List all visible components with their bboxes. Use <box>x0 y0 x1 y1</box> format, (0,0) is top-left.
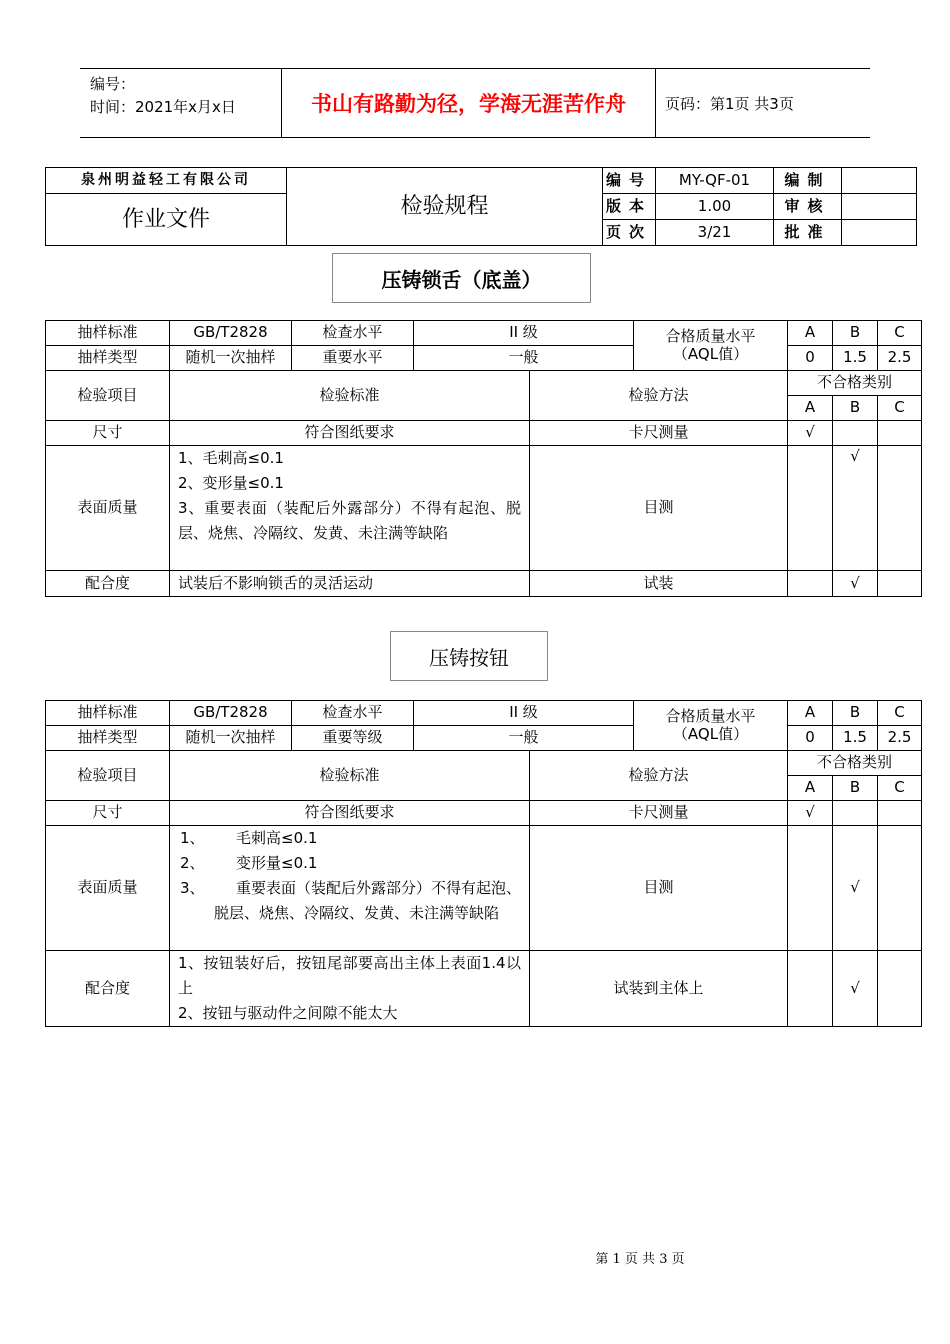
row-method: 目测 <box>530 826 788 951</box>
aql-label <box>634 701 788 751</box>
importance: 一般 <box>414 346 634 371</box>
compile-value <box>842 168 917 194</box>
col-item: 检验项目 <box>46 751 170 801</box>
section-title: 压铸锁舌（底盖） <box>332 253 591 303</box>
standard-line: 2、按钮与驱动件之间隙不能太大 <box>178 1004 398 1022</box>
doc-title: 检验规程 <box>287 168 603 246</box>
review-label: 审核 <box>774 194 842 220</box>
banner-meta <box>80 69 282 137</box>
aql-value-b: 1.5 <box>833 346 878 371</box>
importance-label: 重要等级 <box>292 726 414 751</box>
grade-b: B <box>833 701 878 726</box>
standard-line: 1、按钮装好后，按钮尾部要高出主体上表面1.4以上 <box>178 954 521 997</box>
aql-value-c: 2.5 <box>878 346 922 371</box>
approve-value <box>842 220 917 246</box>
aql-value-b: 1.5 <box>833 726 878 751</box>
col-defect: 不合格类别 <box>788 371 922 396</box>
compile-label: 编制 <box>774 168 842 194</box>
approve-label: 批准 <box>774 220 842 246</box>
doc-header-table <box>45 167 917 246</box>
row-method: 试装 <box>530 571 788 597</box>
version-value: 1.00 <box>656 194 774 220</box>
empty-cell <box>833 421 878 446</box>
grade-a: A <box>788 701 833 726</box>
page-label: 页次 <box>603 220 656 246</box>
inspection-level-label: 检查水平 <box>292 321 414 346</box>
row-item: 尺寸 <box>46 421 170 446</box>
number-value: MY-QF-01 <box>656 168 774 194</box>
empty-cell <box>878 571 922 597</box>
row-method: 卡尺测量 <box>530 801 788 826</box>
review-value <box>842 194 917 220</box>
aql-label-line1: 合格质量水平 <box>665 327 756 346</box>
top-banner <box>80 68 870 138</box>
aql-value-c: 2.5 <box>878 726 922 751</box>
sampling-type: 随机一次抽样 <box>170 726 292 751</box>
aql-label-line1: 合格质量水平 <box>665 707 756 726</box>
aql-label <box>634 321 788 371</box>
check-mark: √ <box>833 826 878 951</box>
defect-grade-a: A <box>788 396 833 421</box>
line-number: 1、 <box>180 829 205 847</box>
empty-cell <box>788 951 833 1027</box>
inspection-level: II 级 <box>414 701 634 726</box>
standard-line: 1、毛刺高≤0.1 <box>178 449 284 467</box>
check-mark: √ <box>833 951 878 1027</box>
standard-line: 3、重要表面（装配后外露部分）不得有起泡、脱层、烧焦、冷隔纹、发黄、未注满等缺陷 <box>178 499 521 542</box>
standard-line <box>180 826 521 851</box>
empty-cell <box>878 801 922 826</box>
defect-grade-a: A <box>788 776 833 801</box>
empty-cell <box>878 421 922 446</box>
banner-date: 时间：2021年x月x日 <box>90 98 236 116</box>
row-item: 表面质量 <box>46 826 170 951</box>
aql-label-line2: （AQL值） <box>672 344 749 363</box>
page-value: 3/21 <box>656 220 774 246</box>
check-mark: √ <box>833 571 878 597</box>
sampling-type-label: 抽样类型 <box>46 726 170 751</box>
line-text: 毛刺高≤0.1 <box>236 829 318 847</box>
standard-line <box>180 876 521 926</box>
line-text: 重要表面（装配后外露部分）不得有起泡、脱层、烧焦、冷隔纹、发黄、未注满等缺陷 <box>214 879 522 922</box>
sampling-standard: GB/T2828 <box>170 701 292 726</box>
banner-page-info: 页码：第1页 共3页 <box>665 94 794 113</box>
inspection-level: II 级 <box>414 321 634 346</box>
sampling-type-label: 抽样类型 <box>46 346 170 371</box>
number-label: 编号 <box>603 168 656 194</box>
empty-cell <box>788 826 833 951</box>
col-standard: 检验标准 <box>170 751 530 801</box>
row-item: 表面质量 <box>46 446 170 571</box>
row-standard <box>170 951 530 1027</box>
empty-cell <box>878 951 922 1027</box>
grade-b: B <box>833 321 878 346</box>
aql-value-a: 0 <box>788 726 833 751</box>
line-number: 2、 <box>180 854 205 872</box>
page-footer: 第 1 页 共 3 页 <box>595 1252 685 1267</box>
col-method: 检验方法 <box>530 371 788 421</box>
banner-slogan: 书山有路勤为径，学海无涯苦作舟 <box>282 69 656 137</box>
standard-line <box>180 851 521 876</box>
sampling-standard-label: 抽样标准 <box>46 701 170 726</box>
inspection-level-label: 检查水平 <box>292 701 414 726</box>
check-mark: √ <box>788 421 833 446</box>
aql-value-a: 0 <box>788 346 833 371</box>
line-text: 变形量≤0.1 <box>236 854 318 872</box>
row-standard: 符合图纸要求 <box>170 801 530 826</box>
defect-grade-c: C <box>878 396 922 421</box>
grade-a: A <box>788 321 833 346</box>
sampling-standard: GB/T2828 <box>170 321 292 346</box>
row-item: 配合度 <box>46 951 170 1027</box>
empty-cell <box>878 826 922 951</box>
col-defect: 不合格类别 <box>788 751 922 776</box>
company-name: 泉州明益轻工有限公司 <box>46 168 287 194</box>
defect-grade-b: B <box>833 776 878 801</box>
col-method: 检验方法 <box>530 751 788 801</box>
defect-grade-c: C <box>878 776 922 801</box>
grade-c: C <box>878 321 922 346</box>
grade-c: C <box>878 701 922 726</box>
defect-grade-b: B <box>833 396 878 421</box>
inspection-table <box>45 700 922 1027</box>
row-method: 卡尺测量 <box>530 421 788 446</box>
importance: 一般 <box>414 726 634 751</box>
row-standard: 试装后不影响锁舌的灵活运动 <box>170 571 530 597</box>
sampling-standard-label: 抽样标准 <box>46 321 170 346</box>
doc-type: 作业文件 <box>46 194 287 246</box>
importance-label: 重要水平 <box>292 346 414 371</box>
row-method: 目测 <box>530 446 788 571</box>
col-item: 检验项目 <box>46 371 170 421</box>
empty-cell <box>878 446 922 571</box>
check-mark: √ <box>833 446 878 571</box>
row-standard: 符合图纸要求 <box>170 421 530 446</box>
inspection-table <box>45 320 922 597</box>
empty-cell <box>833 801 878 826</box>
row-item: 配合度 <box>46 571 170 597</box>
check-mark: √ <box>788 801 833 826</box>
row-item: 尺寸 <box>46 801 170 826</box>
empty-cell <box>788 446 833 571</box>
standard-line: 2、变形量≤0.1 <box>178 474 284 492</box>
row-standard <box>170 826 530 951</box>
line-number: 3、 <box>180 879 205 897</box>
col-standard: 检验标准 <box>170 371 530 421</box>
aql-label-line2: （AQL值） <box>672 724 749 743</box>
row-standard <box>170 446 530 571</box>
empty-cell <box>788 571 833 597</box>
section-title: 压铸按钮 <box>390 631 548 681</box>
banner-number-label: 编号： <box>90 75 136 93</box>
row-method: 试装到主体上 <box>530 951 788 1027</box>
sampling-type: 随机一次抽样 <box>170 346 292 371</box>
version-label: 版本 <box>603 194 656 220</box>
